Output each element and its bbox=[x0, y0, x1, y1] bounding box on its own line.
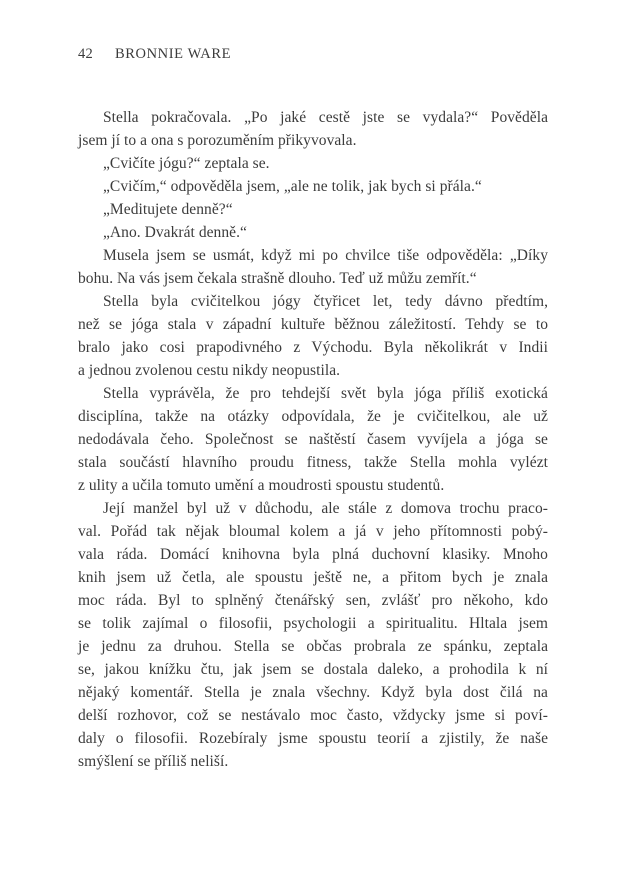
page-header bbox=[78, 46, 231, 63]
text-line: moc ráda. Byl to splněný čtenářský sen, zvlášť pro někoho, kdo bbox=[78, 592, 548, 609]
text-line: disciplína, takže na otázky odpovídala, že je cvičitelkou, ale už bbox=[78, 408, 548, 425]
text-line: val. Pořád tak nějak bloumal kolem a já v jeho přítomnosti pobý- bbox=[78, 523, 548, 540]
text-line: bralo jako cosi prapodivného z Východu. Byla několikrát v Indii bbox=[78, 339, 548, 356]
text-line: Stella byla cvičitelkou jógy čtyřicet let, tedy dávno předtím, bbox=[103, 293, 548, 310]
page-number: 42 bbox=[78, 46, 93, 62]
text-line: daly o filosofii. Rozebíraly jsme spoustu teorií a zjistily, že naše bbox=[78, 730, 548, 747]
text-line: Stella pokračovala. „Po jaké cestě jste se vydala?“ Pověděla bbox=[103, 109, 548, 126]
text-block bbox=[78, 106, 548, 773]
text-line: delší rozhovor, což se nestávalo moc často, vždycky jsme si poví- bbox=[78, 707, 548, 724]
text-line: smýšlení se příliš neliší. bbox=[78, 753, 229, 770]
text-line: z ulity a učila tomuto umění a moudrosti spoustu studentů. bbox=[78, 477, 445, 494]
text-line: nedodávala čeho. Společnost se naštěstí časem vyvíjela a jóga se bbox=[78, 431, 548, 448]
text-line: stala součástí hlavního proudu fitness, takže Stella mohla vylézt bbox=[78, 454, 548, 471]
text-line: bohu. Na vás jsem čekala strašně dlouho. Teď už můžu zemřít.“ bbox=[78, 270, 477, 287]
text-line: vala ráda. Domácí knihovna byla plná duchovní klasiky. Mnoho bbox=[78, 546, 548, 563]
text-line: „Cvičíte jógu?“ zeptala se. bbox=[103, 155, 270, 172]
text-line: knih jsem už četla, ale spoustu ještě ne, a přitom bych je znala bbox=[78, 569, 548, 586]
text-line: „Cvičím,“ odpověděla jsem, „ale ne tolik, jak bych si přála.“ bbox=[103, 178, 482, 195]
text-line: jsem jí to a ona s porozuměním přikyvovala. bbox=[78, 132, 357, 149]
text-line: Její manžel byl už v důchodu, ale stále z domova trochu praco- bbox=[103, 500, 548, 517]
text-line: je jednu za druhou. Stella se občas probrala ze spánku, zeptala bbox=[78, 638, 548, 655]
text-line: „Ano. Dvakrát denně.“ bbox=[103, 224, 247, 241]
text-line: „Meditujete denně?“ bbox=[103, 201, 233, 218]
text-line: Musela jsem se usmát, když mi po chvilce tiše odpověděla: „Díky bbox=[103, 247, 548, 264]
running-head: BRONNIE WARE bbox=[115, 46, 232, 62]
text-line: se, jakou knížku čtu, jak jsem se dostala daleko, a prohodila k ní bbox=[78, 661, 548, 678]
text-line: nějaký komentář. Stella je znala všechny. Když byla dost čilá na bbox=[78, 684, 548, 701]
text-line: Stella vyprávěla, že pro tehdejší svět byla jóga příliš exotická bbox=[103, 385, 548, 402]
text-line: se tolik zajímal o filosofii, psychologii a spiritualitu. Hltala jsem bbox=[78, 615, 548, 632]
text-line: než se jóga stala v západní kultuře běžnou záležitostí. Tehdy se to bbox=[78, 316, 548, 333]
text-line: a jednou zvolenou cestu nikdy neopustila. bbox=[78, 362, 341, 379]
